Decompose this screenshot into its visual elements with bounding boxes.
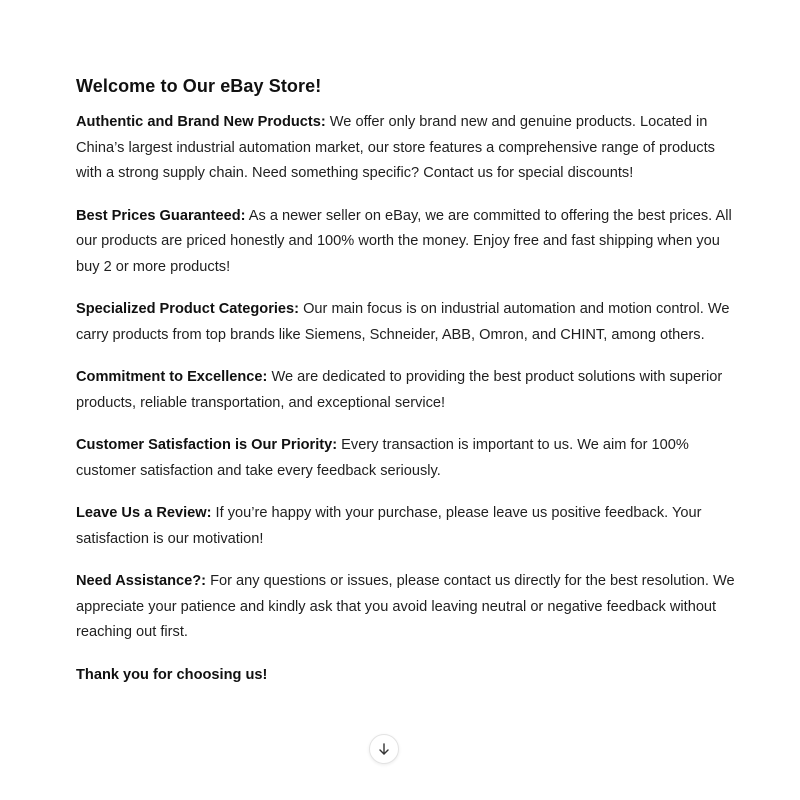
section-text: As a newer seller on eBay, we are committed to offering the best prices. All our products are priced honestly and 100% worth the money. Enjoy free and fast shipping when you buy 2 or more products! [76,207,732,275]
section-label: Leave Us a Review: [76,505,212,521]
section-customer-satisfaction [76,433,736,484]
section-text: We are dedicated to providing the best product solutions with superior products, reliable transportation, and exceptional service! [76,369,723,411]
scroll-down-button[interactable] [369,734,399,764]
section-text: Our main focus is on industrial automation and motion control. We carry products from top brands like Siemens, Schneider, ABB, Omron, and CHINT, among others. [76,301,730,343]
section-label: Commitment to Excellence: [76,369,268,385]
section-text: If you’re happy with your purchase, please leave us positive feedback. Your satisfaction is our motivation! [76,505,702,547]
page-title: Welcome to Our eBay Store! [76,76,322,96]
section-label: Need Assistance?: [76,573,207,589]
section-product-categories [76,297,736,348]
arrow-down-icon [377,742,391,756]
section-label: Customer Satisfaction is Our Priority: [76,437,338,453]
store-welcome-content [76,74,736,688]
section-text: Every transaction is important to us. We aim for 100% customer satisfaction and take every feedback seriously. [76,437,689,479]
closing-message: Thank you for choosing us! [76,666,268,683]
section-commitment [76,365,736,416]
section-label: Best Prices Guaranteed: [76,207,246,224]
section-label: Authentic and Brand New Products: [76,114,326,130]
section-need-assistance [76,569,736,646]
section-text: We offer only brand new and genuine products. Located in China’s largest industrial automation market, our store features a comprehensive range of products with a strong supply chain. Need something specific? Contact us for special discounts! [76,114,715,181]
section-text: For any questions or issues, please contact us directly for the best resolution. We appreciate your patience and kindly ask that you avoid leaving neutral or negative feedback without reaching out first. [76,573,735,640]
section-best-prices [76,204,736,281]
section-authentic-products [76,110,736,187]
section-label: Specialized Product Categories: [76,301,300,317]
section-leave-review [76,501,736,552]
